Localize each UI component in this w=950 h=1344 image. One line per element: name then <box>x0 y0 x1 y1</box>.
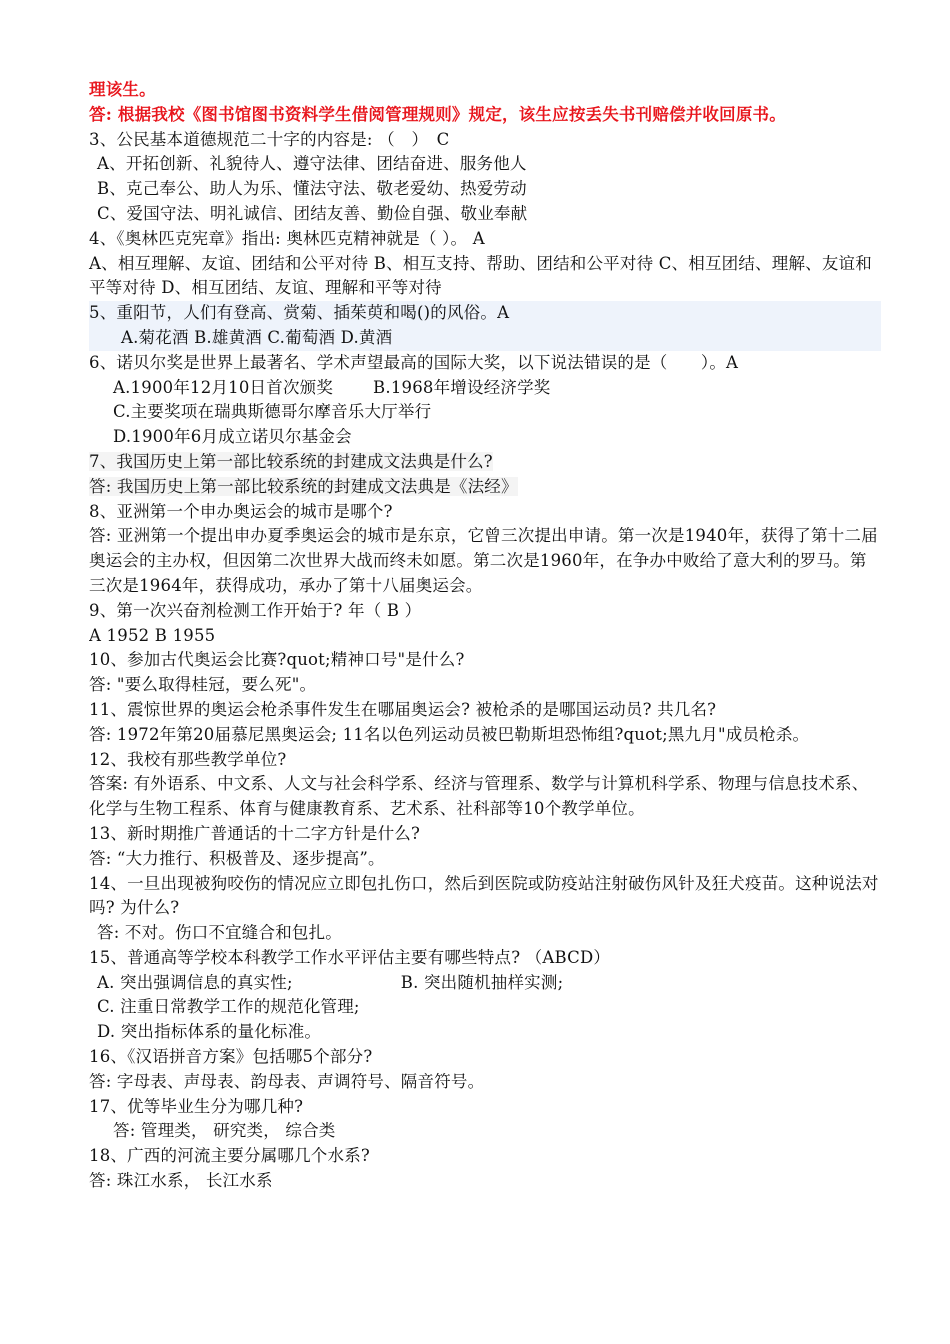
answer-line: 答: 字母表、声母表、韵母表、声调符号、隔音符号。 <box>89 1071 485 1091</box>
question-line: 5、重阳节，人们有登高、赏菊、插茱萸和喝()的风俗。A <box>89 301 881 326</box>
option-line: D. 突出指标体系的量化标准。 <box>97 1022 322 1042</box>
question-text: 7、我国历史上第一部比较系统的封建成文法典是什么? <box>89 451 493 471</box>
option-line: C、爱国守法、明礼诚信、团结友善、勤俭自强、敬业奉献 <box>97 203 528 223</box>
question-line: 8、亚洲第一个申办奥运会的城市是哪个? <box>89 501 393 521</box>
question-line: 6、诺贝尔奖是世界上最著名、学术声望最高的国际大奖，以下说法错误的是（ ）。A <box>89 352 739 372</box>
question-line: 16、《汉语拼音方案》包括哪5个部分? <box>89 1047 373 1067</box>
document-body <box>89 78 881 1194</box>
option-line: D.1900年6月成立诺贝尔基金会 <box>113 427 352 447</box>
answer-line: 答: 珠江水系， 长江水系 <box>89 1171 273 1191</box>
option-a: A.1900年12月10日首次颁奖 <box>113 377 334 397</box>
answer-line: 答: 不对。伤口不宜缝合和包扎。 <box>97 923 343 943</box>
answer-line: 答: 根据我校《图书馆图书资料学生借阅管理规则》规定，该生应按丢失书刊赔偿并收回原书。 <box>89 104 786 124</box>
option-line <box>89 376 881 401</box>
answer-text: 答: 我国历史上第一部比较系统的封建成文法典是《法经》 <box>89 476 518 496</box>
option-paragraph: A、相互理解、友谊、团结和公平对待 B、相互支持、帮助、团结和公平对待 C、相互团结、理解、友谊和平等对待 D、相互团结、友谊、理解和平等对待 <box>89 253 872 298</box>
answer-line: 答: “大力推行、积极普及、逐步提高”。 <box>89 848 385 868</box>
answer-line: 答: "要么取得桂冠，要么死"。 <box>89 675 317 695</box>
option-b: B. 突出随机抽样实测; <box>400 972 564 992</box>
option-line: B、克己奉公、助人为乐、懂法守法、敬老爱幼、热爱劳动 <box>97 179 527 199</box>
question-paragraph: 14、一旦出现被狗咬伤的情况应立即包扎伤口，然后到医院或防疫站注射破伤风针及狂犬疫苗。这种说法对吗? 为什么? <box>89 873 879 918</box>
option-line: C.主要奖项在瑞典斯德哥尔摩音乐大厅举行 <box>113 402 432 422</box>
answer-line: 答: 管理类， 研究类， 综合类 <box>113 1121 336 1141</box>
question-line: 9、第一次兴奋剂检测工作开始于? 年（ B ） <box>89 600 422 620</box>
question-line: 10、参加古代奥运会比赛?quot;精神口号"是什么? <box>89 650 465 670</box>
option-line: A.菊花酒 B.雄黄酒 C.葡萄酒 D.黄酒 <box>89 326 881 351</box>
question-line: 11、震惊世界的奥运会枪杀事件发生在哪届奥运会? 被枪杀的是哪国运动员? 共几名? <box>89 699 717 719</box>
question-line: 3、公民基本道德规范二十字的内容是: （ ） C <box>89 129 450 149</box>
question-line: 12、我校有那些教学单位? <box>89 749 287 769</box>
option-b: B.1968年增设经济学奖 <box>373 377 551 397</box>
question-line <box>89 450 881 475</box>
answer-paragraph: 答: 亚洲第一个提出申办夏季奥运会的城市是东京，它曾三次提出申请。第一次是1940年，获得了第十二届奥运会的主办权，但因第二次世界大战而终未如愿。第二次是1960年，在争办中败给了意大利的罗马。第三次是1964年，获得成功，承办了第十八届奥运会。 <box>89 526 878 595</box>
option-line <box>89 971 881 996</box>
question-line: 13、新时期推广普通话的十二字方针是什么? <box>89 823 421 843</box>
text-line: 理该生。 <box>89 80 156 99</box>
option-a: A. 突出强调信息的真实性; <box>97 972 293 992</box>
question-line: 17、优等毕业生分为哪几种? <box>89 1096 304 1116</box>
question-line: 15、普通高等学校本科教学工作水平评估主要有哪些特点? （ABCD） <box>89 947 611 967</box>
answer-paragraph: 答案: 有外语系、中文系、人文与社会科学系、经济与管理系、数学与计算机科学系、物理与信息技术系、化学与生物工程系、体育与健康教育系、艺术系、社科部等10个教学单位。 <box>89 774 869 819</box>
question-line: 4、《奥林匹克宪章》指出: 奥林匹克精神就是（ ）。 A <box>89 228 485 248</box>
option-line: A、开拓创新、礼貌待人、遵守法律、团结奋进、服务他人 <box>97 154 527 174</box>
question-line: 18、广西的河流主要分属哪几个水系? <box>89 1146 370 1166</box>
option-line: A 1952 B 1955 <box>89 625 216 645</box>
option-line: C. 注重日常教学工作的规范化管理; <box>97 997 360 1017</box>
answer-paragraph: 答: 1972年第20届慕尼黑奥运会; 11名以色列运动员被巴勒斯坦恐怖组?quot;黑九月"成员枪杀。 <box>89 724 810 744</box>
answer-line <box>89 475 881 500</box>
